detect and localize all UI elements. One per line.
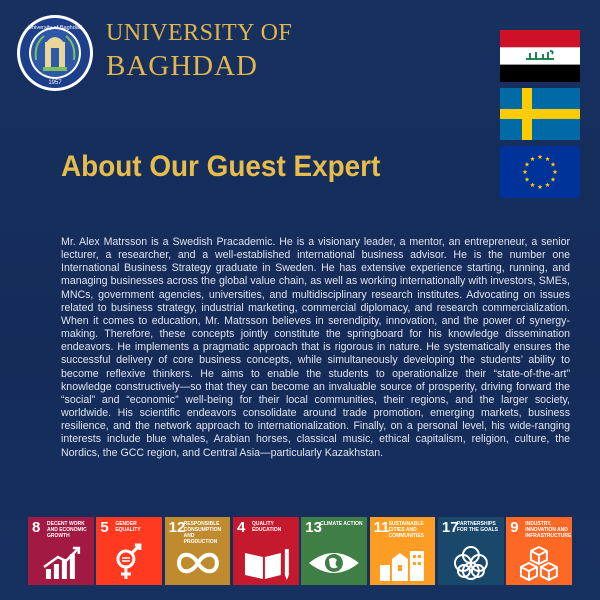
sdg-number: 8 <box>32 519 41 536</box>
sdg-number: 17 <box>441 519 459 536</box>
sdg-number: 5 <box>100 519 109 536</box>
growth-chart-icon <box>28 543 94 583</box>
sdg-tile-13 <box>301 517 367 585</box>
sdg-number: 9 <box>510 519 519 536</box>
sdg-label: DECENT WORK AND ECONOMIC GROWTH <box>47 521 87 539</box>
sdg-tile-4 <box>233 517 299 585</box>
gender-equality-icon <box>96 543 162 583</box>
buildings-icon <box>370 543 436 583</box>
svg-text:1957: 1957 <box>48 80 62 86</box>
infinity-icon <box>165 543 231 583</box>
eu-flag <box>500 146 580 198</box>
sdg-number: 12 <box>168 519 186 536</box>
sweden-flag <box>500 88 580 140</box>
university-logo <box>16 14 94 92</box>
sdg-tile-5 <box>96 517 162 585</box>
cubes-icon <box>506 543 572 583</box>
page-title: About Our Guest Expert <box>61 150 381 183</box>
book-pencil-icon <box>233 543 299 583</box>
sdg-label: CLIMATE ACTION <box>320 521 363 527</box>
eye-globe-icon <box>301 543 367 583</box>
sdg-label: QUALITY EDUCATION <box>251 521 282 533</box>
sdg-tile-9 <box>506 517 572 585</box>
sdg-label: INDUSTRY, INNOVATION AND INFRASTRUCTURE <box>525 521 572 539</box>
guest-expert-bio: Mr. Alex Matrsson is a Swedish Pracademic. He is a visionary leader, a mentor, an entrepreneur, a senior lecturer, a researcher, and a well-established international business advisor. He is the number one International Business Strategy graduate in Sweden. He has extensive experience starting, running, and managing businesses across the global value chain, as well as working internationally with investors, SMEs, MNCs, government agencies, universities, and multidisciplinary research institutes. Advocating on issues related to business strategy, industrial marketing, commercial diplomacy, and research commercialization. When it comes to education, Mr. Matrsson believes in serendipity, innovation, and the power of synergy-making. Therefore, these concepts jointly constitute the springboard for his knowledge dissemination endeavors. He implements a pragmatic approach that is rigorous in nature. He systematically ensures the successful delivery of core business concepts, while simultaneously developing the students’ ability to become reflexive thinkers. He aims to enable the students to operationalize their “state-of-the-art” knowledge constructively—so that they can become an invaluable source of prosperity, driving forward the “social” and “economic” well-being for their local communities, their regions, and the larger society, worldwide. His scientific endeavors consolidate around trade promotion, emerging markets, business resilience, and the network approach to internationalization. Finally, on a personal level, his wide-ranging interests include blue whales, Arabian horses, classical music, ethical capitalism, religion, culture, the Nordics, the GCC region, and Central Asia—particularly Kazakhstan. <box>61 236 570 459</box>
sdg-tile-8 <box>28 517 94 585</box>
sdg-tile-17 <box>438 517 504 585</box>
sdg-label: PARTNERSHIPS FOR THE GOALS <box>456 521 498 533</box>
svg-text:University of Baghdad: University of Baghdad <box>28 25 82 31</box>
iraq-flag <box>500 30 580 82</box>
sdg-label: GENDER EQUALITY <box>115 521 141 533</box>
sdg-label: SUSTAINABLE CITIES AND COMMUNITIES <box>388 521 425 539</box>
sdg-tile-12 <box>165 517 231 585</box>
sdg-icons-row <box>28 517 572 585</box>
sdg-number: 13 <box>305 519 322 536</box>
sdg-number: 11 <box>373 519 390 536</box>
sdg-number: 4 <box>236 519 246 536</box>
university-name-line2: BAGHDAD <box>106 50 258 82</box>
rings-icon <box>438 543 504 583</box>
university-name-line1: UNIVERSITY OF <box>106 20 293 46</box>
sdg-tile-11 <box>370 517 436 585</box>
sdg-label: RESPONSIBLE CONSUMPTION AND PRODUCTION <box>183 521 222 545</box>
